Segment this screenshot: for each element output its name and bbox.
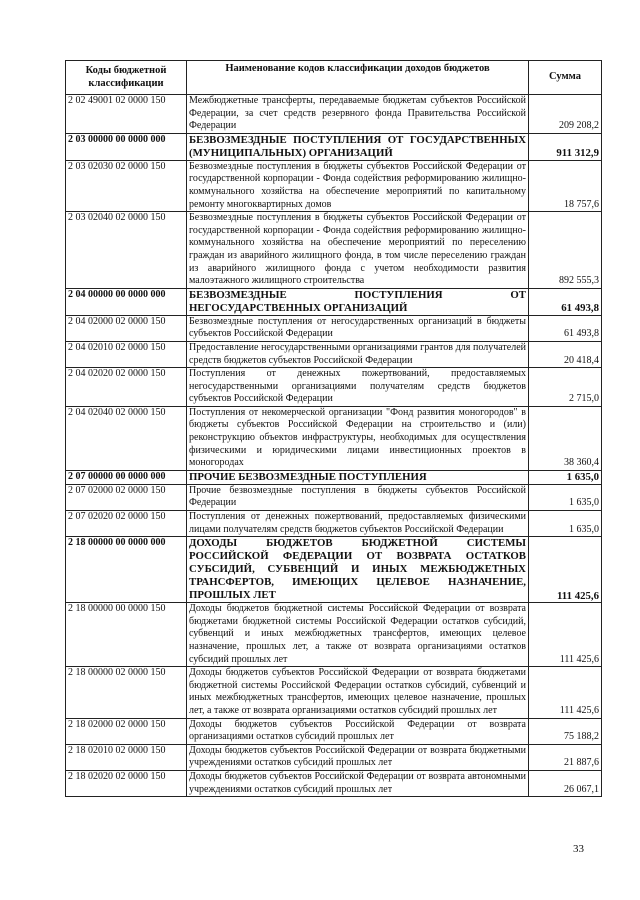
row-name: Предоставление негосударственными организациями грантов для получателей средств бюджетов субъектов Российской Федерации	[187, 341, 529, 367]
row-code: 2 07 02000 02 0000 150	[66, 484, 187, 510]
row-name: Прочие безвозмездные поступления в бюджеты субъектов Российской Федерации	[187, 484, 529, 510]
row-sum: 111 425,6	[529, 667, 602, 718]
table-row	[66, 603, 602, 667]
row-code: 2 04 00000 00 0000 000	[66, 288, 187, 315]
row-sum: 21 887,6	[529, 744, 602, 770]
row-sum: 75 188,2	[529, 718, 602, 744]
table-row	[66, 368, 602, 407]
row-name: Доходы бюджетов субъектов Российской Федерации от возврата бюджетными учреждениями остатков субсидий прошлых лет	[187, 744, 529, 770]
row-code: 2 04 02020 02 0000 150	[66, 368, 187, 407]
row-code: 2 04 02000 02 0000 150	[66, 315, 187, 341]
row-sum: 61 493,8	[529, 315, 602, 341]
row-code: 2 02 49001 02 0000 150	[66, 95, 187, 134]
table-row	[66, 406, 602, 470]
row-sum: 1 635,0	[529, 511, 602, 537]
header-codes: Коды бюджетной классификации	[66, 61, 187, 95]
row-code: 2 18 00000 00 0000 150	[66, 603, 187, 667]
row-sum: 892 555,3	[529, 212, 602, 289]
table-row	[66, 667, 602, 718]
row-sum: 18 757,6	[529, 160, 602, 211]
row-name: Поступления от денежных пожертвований, предоставляемых негосударственными организациями получателям средств бюджетов субъектов Российской Федерации	[187, 368, 529, 407]
row-code: 2 07 02020 02 0000 150	[66, 511, 187, 537]
row-sum: 20 418,4	[529, 341, 602, 367]
row-name: Доходы бюджетов субъектов Российской Федерации от возврата бюджетами бюджетной системы Российской Федерации остатков субсидий, субвенций и иных межбюджетных трансфертов, имеющих целевое назначение, прошлых лет, а также от возврата организациями остатков субсидий прошлых лет	[187, 667, 529, 718]
row-sum: 2 715,0	[529, 368, 602, 407]
table-row	[66, 95, 602, 134]
row-code: 2 18 02000 02 0000 150	[66, 718, 187, 744]
header-name: Наименование кодов классификации доходов бюджетов	[187, 61, 529, 95]
table-row	[66, 341, 602, 367]
row-name: Межбюджетные трансферты, передаваемые бюджетам субъектов Российской Федерации, за счет средств резервного фонда Правительства Российской Федерации	[187, 95, 529, 134]
table-body	[66, 95, 602, 797]
row-name: БЕЗВОЗМЕЗДНЫЕ ПОСТУПЛЕНИЯ ОТ ГОСУДАРСТВЕННЫХ (МУНИЦИПАЛЬНЫХ) ОРГАНИЗАЦИЙ	[187, 133, 529, 160]
row-name: Доходы бюджетов бюджетной системы Российской Федерации от возврата бюджетами бюджетной системы Российской Федерации остатков субсидий, субвенций и иных межбюджетных трансфертов, имеющих целевое назначение, прошлых лет, а также от возврата организациями остатков субсидий прошлых лет	[187, 603, 529, 667]
row-name: Доходы бюджетов субъектов Российской Федерации от возврата автономными учреждениями остатков субсидий прошлых лет	[187, 770, 529, 796]
table-row	[66, 212, 602, 289]
row-sum: 209 208,2	[529, 95, 602, 134]
row-name: Поступления от некомерческой организации "Фонд развития моногородов" в бюджеты субъектов Российской Федерации на строительство и (или) реконструкцию объектов инфраструктуры, необходимых для осуществления физическими и юридическими лицами инвестиционных проектов в моногородах	[187, 406, 529, 470]
row-code: 2 18 02020 02 0000 150	[66, 770, 187, 796]
revenue-classification-table	[65, 60, 602, 797]
row-code: 2 18 00000 02 0000 150	[66, 667, 187, 718]
row-sum: 111 425,6	[529, 537, 602, 603]
table-row	[66, 770, 602, 796]
row-name: Доходы бюджетов субъектов Российской Федерации от возврата организациями остатков субсидий прошлых лет	[187, 718, 529, 744]
row-sum: 38 360,4	[529, 406, 602, 470]
table-row	[66, 511, 602, 537]
row-sum: 1 635,0	[529, 484, 602, 510]
row-name: ПРОЧИЕ БЕЗВОЗМЕЗДНЫЕ ПОСТУПЛЕНИЯ	[187, 470, 529, 484]
table-row	[66, 484, 602, 510]
table-row	[66, 718, 602, 744]
row-sum: 61 493,8	[529, 288, 602, 315]
table-section-row	[66, 133, 602, 160]
row-code: 2 04 02010 02 0000 150	[66, 341, 187, 367]
table-section-row	[66, 537, 602, 603]
table-row	[66, 315, 602, 341]
row-code: 2 03 02030 02 0000 150	[66, 160, 187, 211]
row-sum: 911 312,9	[529, 133, 602, 160]
row-code: 2 03 00000 00 0000 000	[66, 133, 187, 160]
row-name: ДОХОДЫ БЮДЖЕТОВ БЮДЖЕТНОЙ СИСТЕМЫ РОССИЙСКОЙ ФЕДЕРАЦИИ ОТ ВОЗВРАТА ОСТАТКОВ СУБСИДИЙ, СУБВЕНЦИЙ И ИНЫХ МЕЖБЮДЖЕТНЫХ ТРАНСФЕРТОВ, ИМЕЮЩИХ ЦЕЛЕВОЕ НАЗНАЧЕНИЕ, ПРОШЛЫХ ЛЕТ	[187, 537, 529, 603]
header-sum: Сумма	[529, 61, 602, 95]
table-header-row	[66, 61, 602, 95]
row-name: Поступления от денежных пожертвований, предоставляемых физическими лицами получателям средств бюджетов субъектов Российской Федерации	[187, 511, 529, 537]
table-section-row	[66, 288, 602, 315]
row-code: 2 18 02010 02 0000 150	[66, 744, 187, 770]
page-number: 33	[573, 843, 584, 855]
row-name: Безвозмездные поступления в бюджеты субъектов Российской Федерации от государственной корпорации - Фонда содействия реформированию жилищно-коммунального хозяйства на обеспечение мероприятий по капитальному ремонту многоквартирных домов	[187, 160, 529, 211]
row-name: БЕЗВОЗМЕЗДНЫЕ ПОСТУПЛЕНИЯ ОТ НЕГОСУДАРСТВЕННЫХ ОРГАНИЗАЦИЙ	[187, 288, 529, 315]
row-code: 2 03 02040 02 0000 150	[66, 212, 187, 289]
table-section-row	[66, 470, 602, 484]
row-code: 2 07 00000 00 0000 000	[66, 470, 187, 484]
row-sum: 26 067,1	[529, 770, 602, 796]
table-row	[66, 744, 602, 770]
row-sum: 111 425,6	[529, 603, 602, 667]
row-code: 2 18 00000 00 0000 000	[66, 537, 187, 603]
row-name: Безвозмездные поступления от негосударственных организаций в бюджеты субъектов Российской Федерации	[187, 315, 529, 341]
table-row	[66, 160, 602, 211]
row-code: 2 04 02040 02 0000 150	[66, 406, 187, 470]
row-name: Безвозмездные поступления в бюджеты субъектов Российской Федерации от государственной корпорации - Фонда содействия реформированию жилищно-коммунального хозяйства на обеспечение мероприятий по переселению граждан из аварийного жилищного фонда, в том числе переселению граждан из аварийного жилищного фонда с учетом необходимости развития малоэтажного жилищного строительства	[187, 212, 529, 289]
row-sum: 1 635,0	[529, 470, 602, 484]
